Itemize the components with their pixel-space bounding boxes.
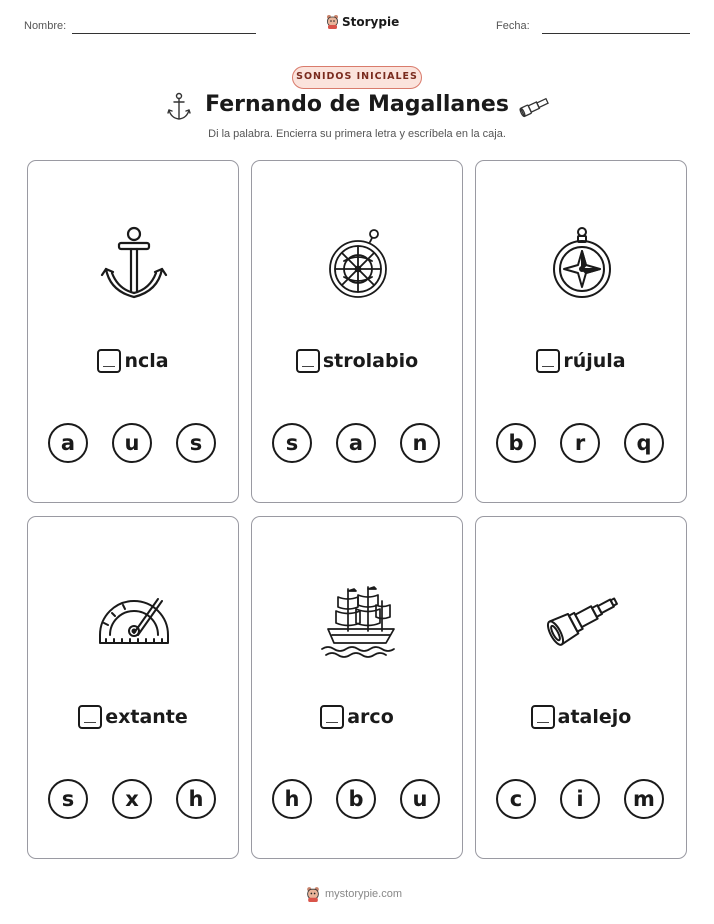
sextant-icon [94,579,174,659]
ship-icon [318,579,398,659]
mascot-icon [326,14,339,29]
date-label: Fecha: [496,20,530,32]
letter-option[interactable]: s [176,423,216,463]
letter-option[interactable]: q [624,423,664,463]
letter-option[interactable]: h [272,779,312,819]
letter-box[interactable] [320,705,344,729]
letter-option[interactable]: u [400,779,440,819]
word-ending: extante [105,706,188,728]
word-card-3 [475,160,687,503]
letter-option[interactable]: s [272,423,312,463]
letter-option[interactable]: s [48,779,88,819]
name-label: Nombre: [24,20,67,32]
brand-name: Storypie [342,14,400,29]
word-ending: strolabio [322,350,419,372]
anchor-icon [94,223,174,303]
letter-option[interactable]: i [560,779,600,819]
letter-box[interactable] [531,705,555,729]
word-card-4 [27,516,239,859]
word-prompt [476,349,686,373]
letter-box[interactable] [296,349,320,373]
brand-logo [326,14,399,29]
word-ending: atalejo [557,706,632,728]
anchor-icon [166,92,192,122]
page-title: Fernando de Magallanes [205,92,509,117]
footer [306,886,402,902]
letter-option[interactable]: r [560,423,600,463]
word-prompt [28,705,238,729]
letter-option[interactable]: b [336,779,376,819]
word-ending: ncla [124,350,169,372]
mascot-icon [306,886,320,902]
footer-url[interactable]: mystorypie.com [325,888,403,900]
spyglass-icon [518,94,552,118]
instructions: Di la palabra. Encierra su primera letra y escríbela en la caja. [208,128,506,140]
word-card-6 [475,516,687,859]
word-card-1 [27,160,239,503]
spyglass-icon [542,579,622,659]
word-prompt [28,349,238,373]
word-ending: arco [347,706,394,728]
name-line[interactable] [72,33,256,34]
word-ending: rújula [563,350,626,372]
letter-option[interactable]: m [624,779,664,819]
letter-option[interactable]: a [48,423,88,463]
word-prompt [252,349,462,373]
letter-option[interactable]: a [336,423,376,463]
letter-option[interactable]: c [496,779,536,819]
letter-option[interactable]: x [112,779,152,819]
letter-box[interactable] [536,349,560,373]
letter-option[interactable]: b [496,423,536,463]
word-card-2 [251,160,463,503]
word-prompt [476,705,686,729]
word-card-5 [251,516,463,859]
letter-box[interactable] [78,705,102,729]
letter-option[interactable]: n [400,423,440,463]
topic-badge: SONIDOS INICIALES [292,66,422,89]
letter-box[interactable] [97,349,121,373]
letter-option[interactable]: u [112,423,152,463]
date-line[interactable] [542,33,690,34]
word-prompt [252,705,462,729]
letter-option[interactable]: h [176,779,216,819]
compass-icon [542,223,622,303]
astrolabe-icon [318,223,398,303]
